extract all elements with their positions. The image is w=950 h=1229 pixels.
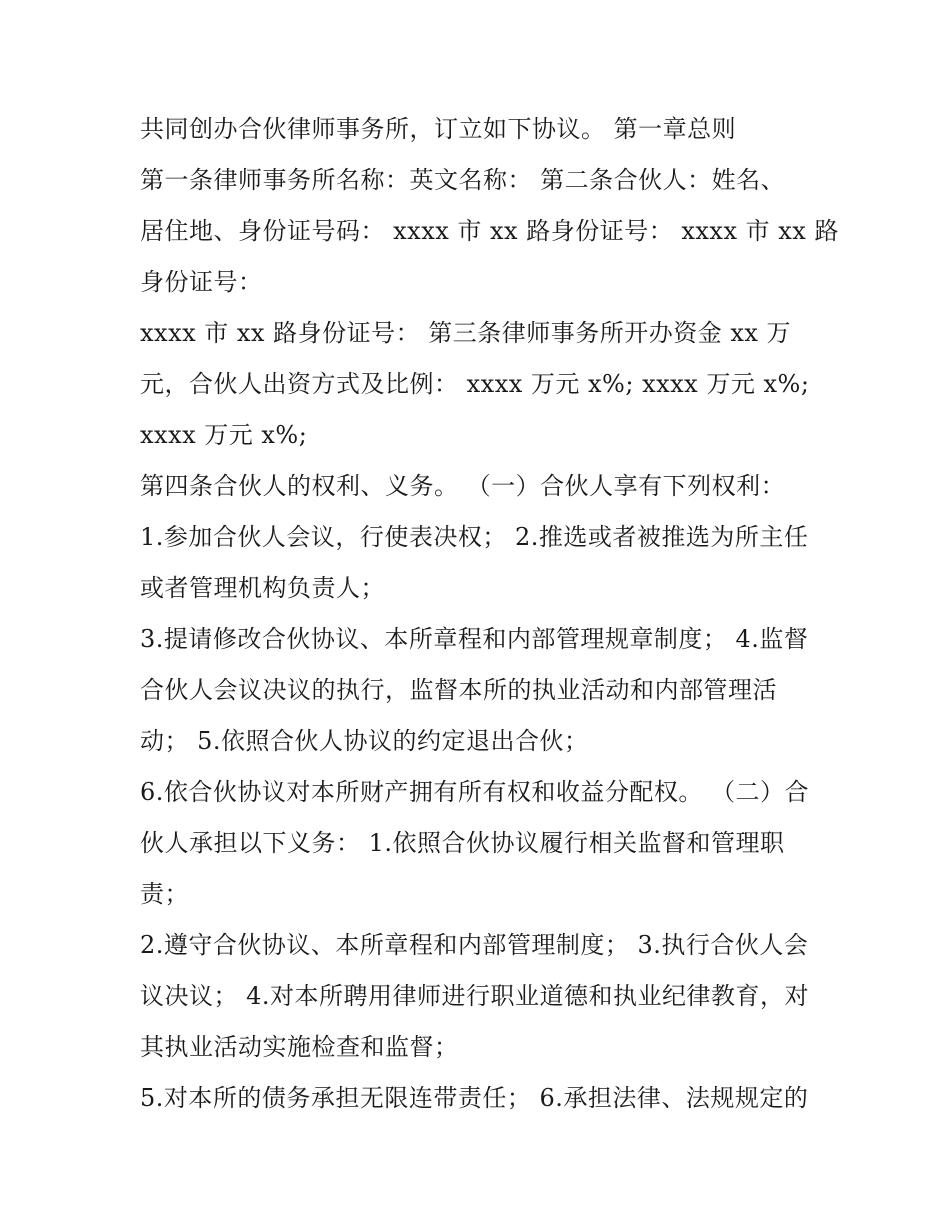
text-line: xxxx 万元 x%; [140, 421, 308, 449]
text-line: 动； 5.依照合伙人协议的约定退出合伙； [140, 727, 589, 755]
text-line: 居住地、身份证号码： xxxx 市 xx 路身份证号： xxxx 市 xx 路 [140, 217, 839, 245]
document-body [140, 104, 839, 1124]
text-line: 身份证号： [140, 268, 263, 296]
text-line: xxxx 市 xx 路身份证号： 第三条律师事务所开办资金 xx 万 [140, 319, 792, 347]
text-line: 其执业活动实施检查和监督； [140, 1033, 459, 1061]
text-line: 议决议； 4.对本所聘用律师进行职业道德和执业纪律教育，对 [140, 982, 810, 1010]
text-line: 或者管理机构负责人； [140, 574, 385, 602]
text-line: 第四条合伙人的权利、义务。 （一）合伙人享有下列权利： [140, 472, 786, 500]
text-line: 伙人承担以下义务： 1.依照合伙协议履行相关监督和管理职 [140, 829, 785, 857]
text-line: 合伙人会议决议的执行，监督本所的执业活动和内部管理活 [140, 676, 777, 704]
text-line: 1.参加合伙人会议，行使表决权； 2.推选或者被推选为所主任 [140, 523, 809, 551]
text-line: 5.对本所的债务承担无限连带责任； 6.承担法律、法规规定的 [140, 1084, 809, 1112]
text-line: 第一条律师事务所名称：英文名称： 第二条合伙人：姓名、 [140, 166, 786, 194]
text-line: 3.提请修改合伙协议、本所章程和内部管理规章制度； 4.监督 [140, 625, 809, 653]
text-line: 2.遵守合伙协议、本所章程和内部管理制度； 3.执行合伙人会 [140, 931, 809, 959]
text-line: 6.依合伙协议对本所财产拥有所有权和收益分配权。 （二）合 [140, 778, 810, 806]
text-line: 元，合伙人出资方式及比例： xxxx 万元 x%; xxxx 万元 x%; [140, 370, 810, 398]
text-line: 责； [140, 880, 189, 908]
text-line: 共同创办合伙律师事务所，订立如下协议。 第一章总则 [140, 115, 737, 143]
